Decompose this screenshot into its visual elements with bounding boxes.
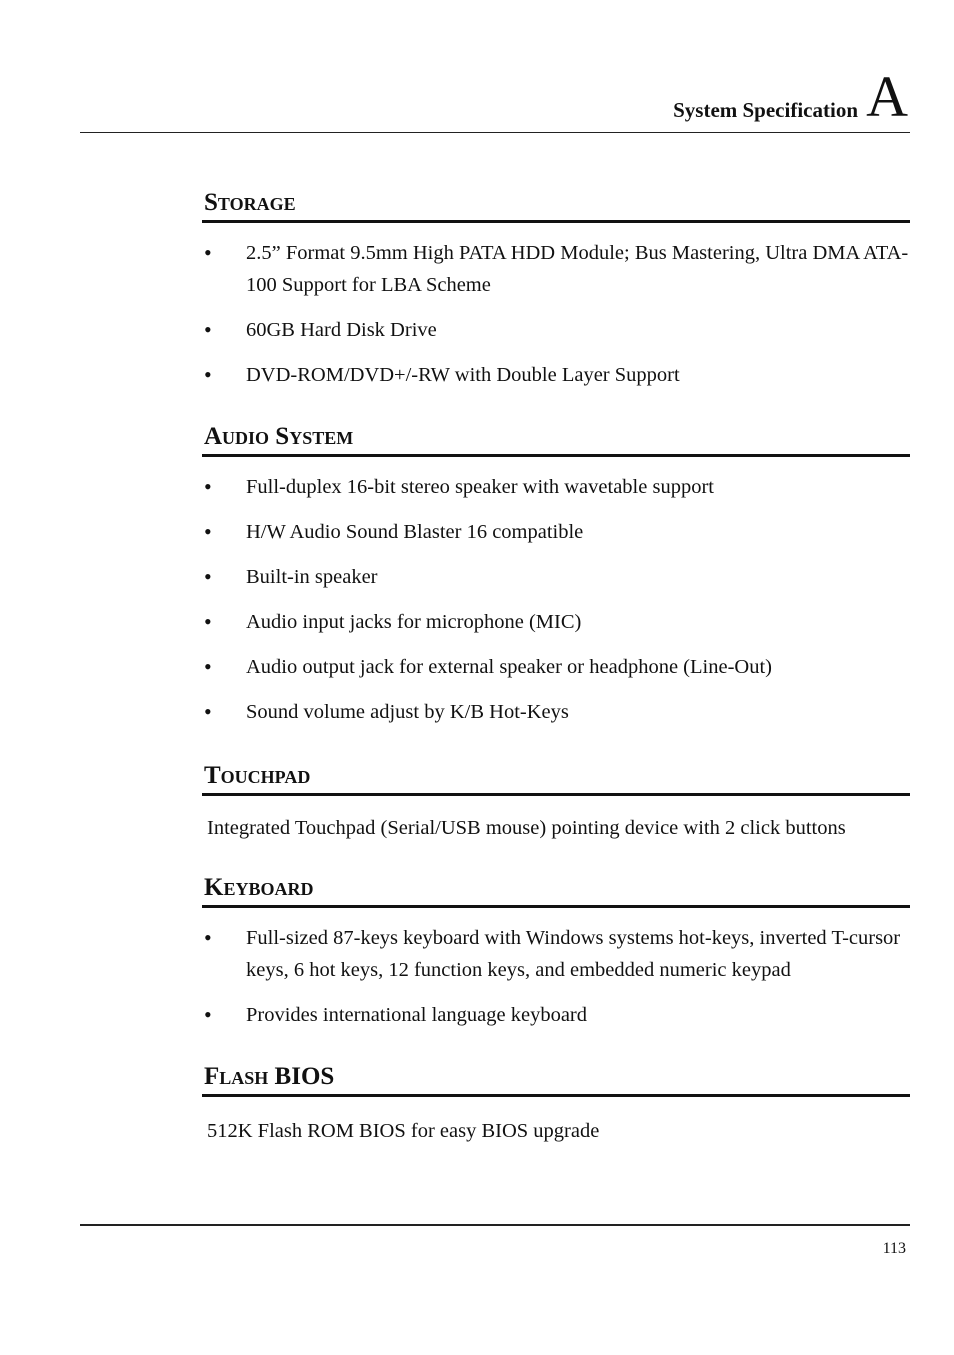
list-item: • Audio input jacks for microphone (MIC) bbox=[202, 606, 910, 638]
section-audio-system bbox=[202, 422, 910, 728]
section-storage bbox=[202, 188, 910, 391]
list-item: • 60GB Hard Disk Drive bbox=[202, 314, 910, 346]
audio-list bbox=[202, 471, 910, 728]
section-keyboard bbox=[202, 873, 910, 1031]
section-flash-bios bbox=[202, 1062, 910, 1147]
header-title: System Specification bbox=[673, 98, 858, 122]
section-title-flash-bios: Flash BIOS bbox=[202, 1062, 910, 1097]
section-title-audio-system: Audio System bbox=[202, 422, 910, 457]
page-header bbox=[80, 64, 910, 133]
list-item: • Built-in speaker bbox=[202, 561, 910, 593]
list-item: • Sound volume adjust by K/B Hot-Keys bbox=[202, 696, 910, 728]
list-item: • Audio output jack for external speaker or headphone (Line-Out) bbox=[202, 651, 910, 683]
section-title-touchpad: Touchpad bbox=[202, 761, 910, 796]
list-item: • Provides international language keyboard bbox=[202, 999, 910, 1031]
page-number: 113 bbox=[882, 1240, 906, 1257]
flash-bios-description: 512K Flash ROM BIOS for easy BIOS upgrade bbox=[207, 1120, 600, 1142]
list-item: • 2.5” Format 9.5mm High PATA HDD Module; Bus Mastering, Ultra DMA ATA-100 Support for LBA Scheme bbox=[202, 237, 910, 301]
list-item: • Full-duplex 16-bit stereo speaker with wavetable support bbox=[202, 471, 910, 503]
page-footer bbox=[80, 1224, 910, 1257]
section-title-keyboard: Keyboard bbox=[202, 873, 910, 908]
list-item: • H/W Audio Sound Blaster 16 compatible bbox=[202, 516, 910, 548]
list-item: • DVD-ROM/DVD+/-RW with Double Layer Support bbox=[202, 359, 910, 391]
storage-list bbox=[202, 237, 910, 391]
touchpad-description: Integrated Touchpad (Serial/USB mouse) pointing device with 2 click buttons bbox=[207, 817, 846, 839]
appendix-letter: A bbox=[866, 64, 908, 129]
section-touchpad bbox=[202, 761, 910, 844]
list-item: • Full-sized 87-keys keyboard with Windows systems hot-keys, inverted T-cursor keys, 6 hot keys, 12 function keys, and embedded numeric keypad bbox=[202, 922, 910, 986]
section-title-storage: Storage bbox=[202, 188, 910, 223]
keyboard-list bbox=[202, 922, 910, 1031]
